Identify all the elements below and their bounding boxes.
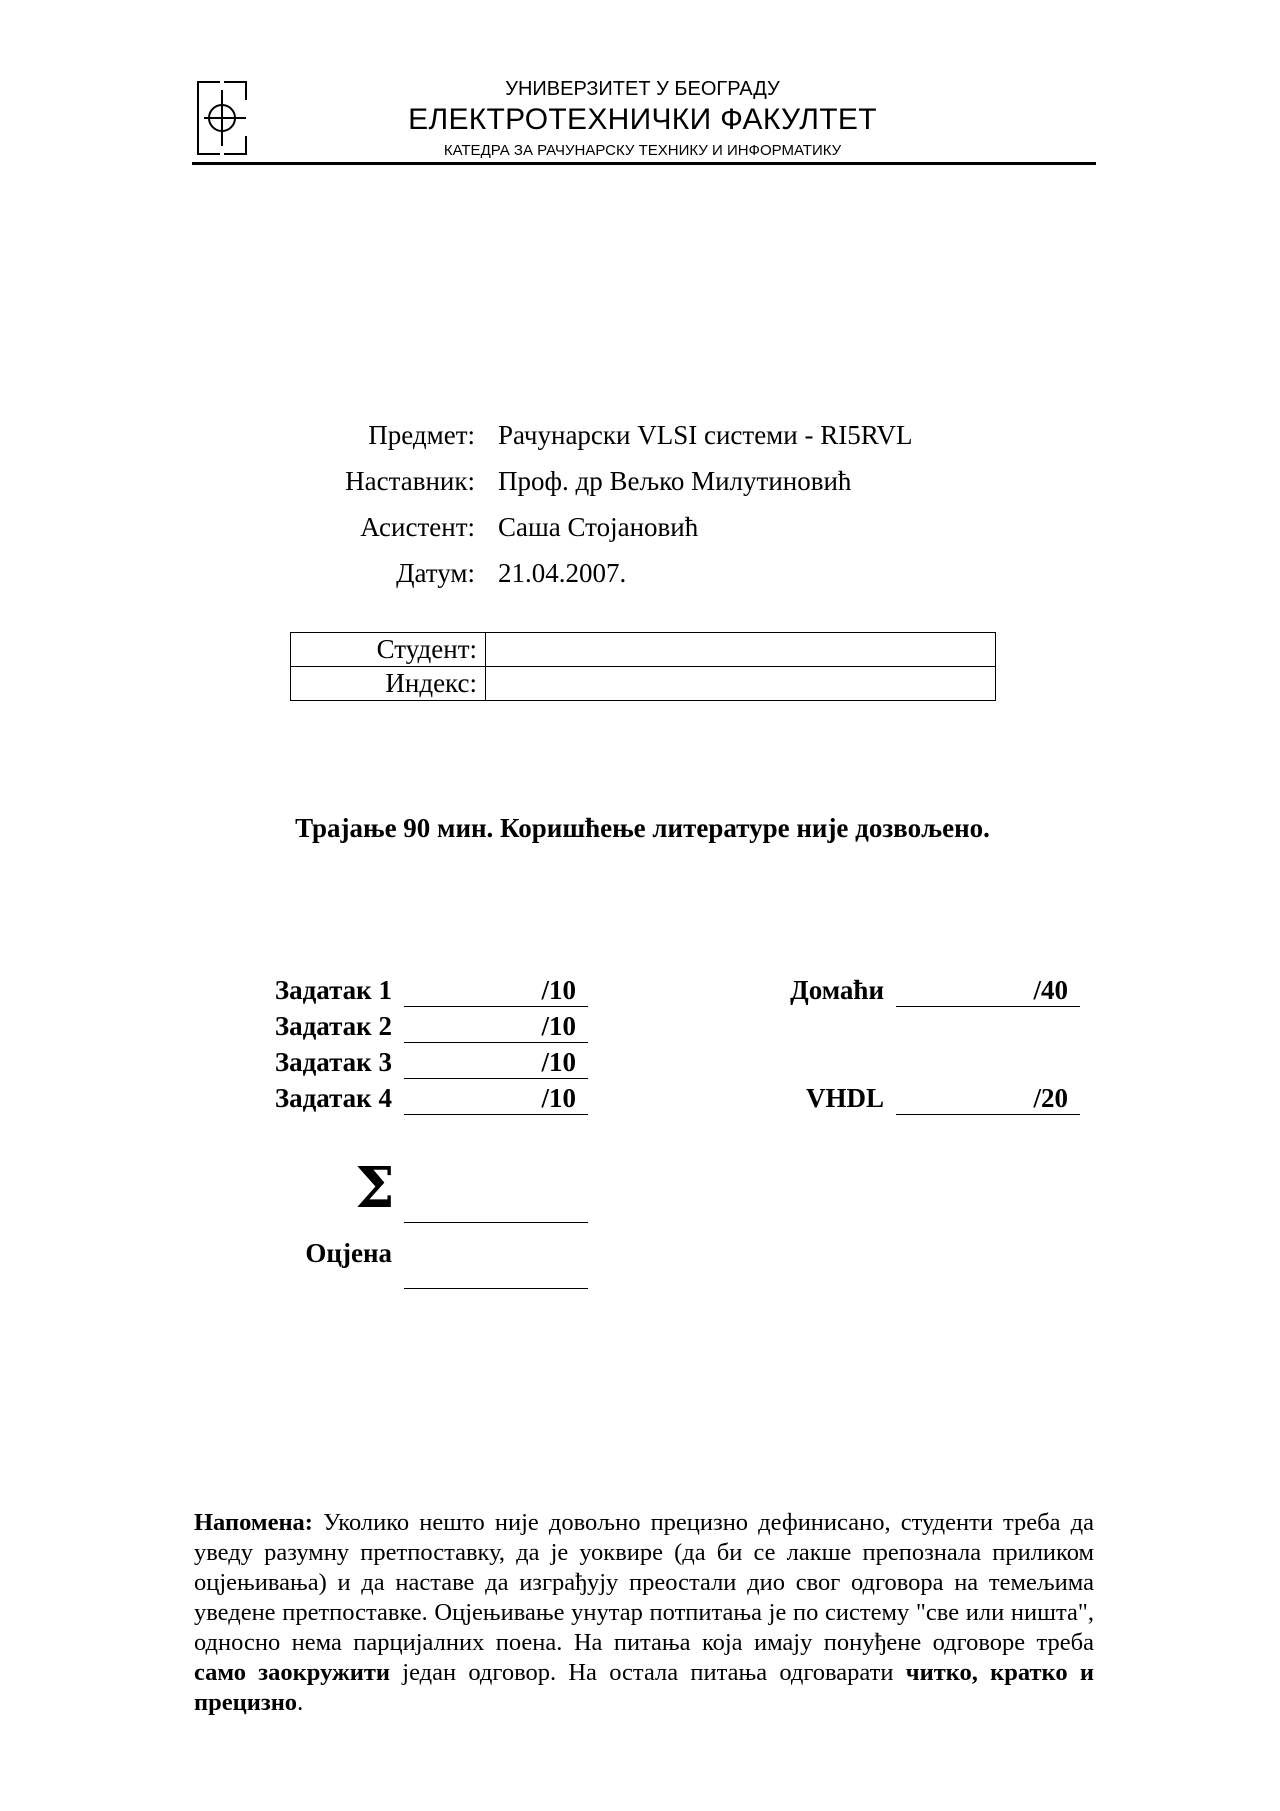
teacher-value: Проф. др Вељко Милутиновић <box>498 466 852 496</box>
vhdl-label: VHDL <box>805 1083 884 1113</box>
index-label: Индекс: <box>291 667 486 701</box>
total-score-field[interactable] <box>404 1190 588 1223</box>
task-4-max: /10 <box>541 1083 576 1113</box>
task-2-max: /10 <box>541 1011 576 1041</box>
faculty-name: ЕЛЕКТРОТЕХНИЧКИ ФАКУЛТЕТ <box>408 103 877 136</box>
homework-max: /40 <box>1033 975 1068 1005</box>
duration-notice: Трајање 90 мин. Коришћење литературе није дозвољено. <box>295 813 990 843</box>
subject-label: Предмет: <box>368 420 475 450</box>
subject-value: Рачунарски VLSI системи - RI5RVL <box>498 420 913 450</box>
date-value: 21.04.2007. <box>498 558 627 588</box>
student-row <box>291 633 996 667</box>
task-2-label: Задатак 2 <box>274 1011 392 1041</box>
task-1-label: Задатак 1 <box>274 975 392 1005</box>
note-text-2: један одговор. На остала питања одговарати <box>390 1659 906 1686</box>
note-bold-1: само заокружити <box>194 1659 391 1686</box>
assistant-value: Саша Стојановић <box>498 512 699 542</box>
vhdl-max: /20 <box>1033 1083 1068 1113</box>
note-bold-2: читко, кратко и прецизно <box>194 1659 1094 1716</box>
date-label: Датум: <box>396 558 475 588</box>
header-divider <box>192 162 1096 165</box>
grade-field[interactable] <box>404 1256 588 1289</box>
teacher-label: Наставник: <box>345 466 475 496</box>
index-row <box>291 667 996 701</box>
task-1-max: /10 <box>541 975 576 1005</box>
task-3-max: /10 <box>541 1047 576 1077</box>
exam-note <box>194 1508 1094 1718</box>
assistant-label: Асистент: <box>360 512 475 542</box>
note-text-3: . <box>297 1689 304 1716</box>
note-heading: Напомена: <box>194 1509 313 1536</box>
grade-label: Оцјена <box>305 1238 392 1268</box>
student-label: Студент: <box>291 633 486 667</box>
department-name: КАТЕДРА ЗА РАЧУНАРСКУ ТЕХНИКУ И ИНФОРМАТИКУ <box>443 142 842 159</box>
student-info-table <box>290 632 996 701</box>
university-name: УНИВЕРЗИТЕТ У БЕОГРАДУ <box>505 78 780 100</box>
note-text-1: Уколико нешто није довољно прецизно дефинисано, студенти треба да уведу разумну претпоставку, да је уоквире (да би се лакше препознала приликом оцјењивања) и да наставе да изграђују преостали дио свог одговора на темељима уведене претпоставке. Оцјењивање унутар потпитања је по систему "све или ништа", односно нема парцијалних поена. На питања која имају понуђене одговоре треба <box>194 1509 1094 1656</box>
task-3-label: Задатак 3 <box>274 1047 392 1077</box>
sum-symbol: Σ <box>355 1155 395 1221</box>
task-4-label: Задатак 4 <box>274 1083 392 1113</box>
homework-label: Домаћи <box>790 975 884 1005</box>
index-number-field[interactable] <box>486 667 996 701</box>
student-name-field[interactable] <box>486 633 996 667</box>
